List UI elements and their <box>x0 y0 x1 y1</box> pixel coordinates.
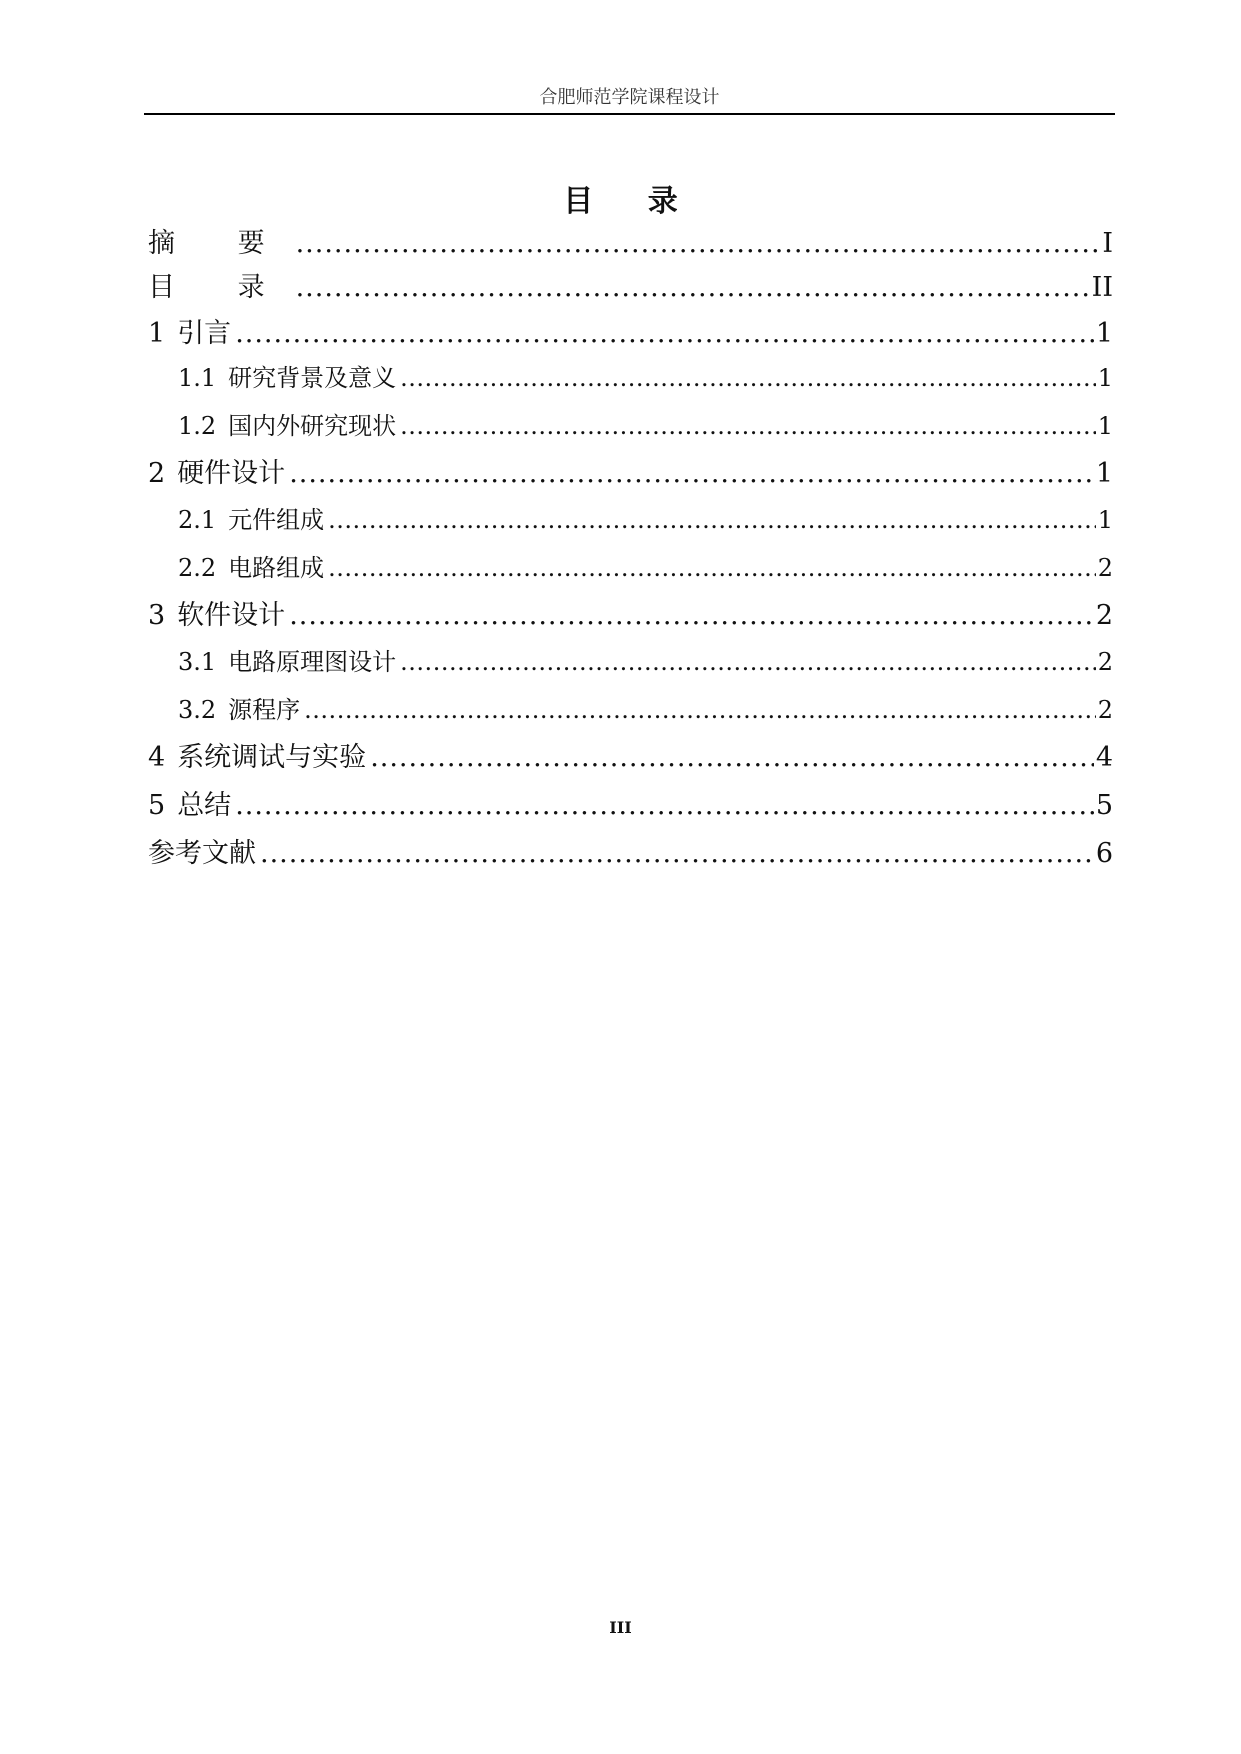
toc-entry-section-1-2[interactable] <box>178 410 1113 442</box>
toc-entry-page: 4 <box>1095 742 1113 773</box>
running-header: 合肥师范学院课程设计 <box>539 87 720 108</box>
toc-entry-label: 摘 要 <box>148 228 292 259</box>
toc-entry-number: 3.2 <box>178 696 217 724</box>
toc-entry-number: 2.1 <box>178 506 217 534</box>
toc-entry-page: 2 <box>1097 648 1113 676</box>
toc-leader-dots <box>400 362 1096 394</box>
toc-entry-section-3-1[interactable] <box>178 646 1113 678</box>
toc-entry-page: 1 <box>1097 506 1113 534</box>
toc-leader-dots <box>328 552 1096 584</box>
toc-leader-dots <box>304 694 1096 726</box>
toc-entry-page: II <box>1091 272 1113 303</box>
toc-entry-section-2-2[interactable] <box>178 552 1113 584</box>
toc-entry-label: 电路原理图设计 <box>228 648 397 676</box>
toc-entry-section-1-1[interactable] <box>178 362 1113 394</box>
toc-entry-section-2-1[interactable] <box>178 504 1113 536</box>
header-rule <box>144 113 1115 115</box>
toc-entry-number: 3 <box>148 600 166 631</box>
toc-entry-number: 3.1 <box>178 648 217 676</box>
toc-entry-label: 硬件设计 <box>177 458 286 489</box>
toc-entry-label: 国内外研究现状 <box>228 412 397 440</box>
toc-leader-dots <box>296 270 1090 306</box>
toc-entry-section-3-2[interactable] <box>178 694 1113 726</box>
toc-entry-page: 1 <box>1097 412 1113 440</box>
toc-entry-number: 4 <box>148 742 166 773</box>
toc-entry-chapter-4[interactable] <box>148 740 1113 776</box>
toc-leader-dots <box>235 316 1094 352</box>
toc-entry-label: 软件设计 <box>177 600 286 631</box>
toc-entry-page: 5 <box>1095 790 1113 821</box>
toc-entry-page: 2 <box>1095 600 1113 631</box>
toc-leader-dots <box>370 740 1094 776</box>
toc-entry-number: 1.2 <box>178 412 217 440</box>
toc-entry-label: 源程序 <box>228 696 301 724</box>
toc-leader-dots <box>400 410 1096 442</box>
toc-entry-contents[interactable] <box>148 270 1113 306</box>
page-number: III <box>609 1618 632 1637</box>
toc-leader-dots <box>328 504 1096 536</box>
toc-leader-dots <box>400 646 1096 678</box>
toc-entry-label: 总结 <box>177 790 232 821</box>
toc-entry-chapter-2[interactable] <box>148 456 1113 492</box>
toc-leader-dots <box>289 456 1094 492</box>
toc-entry-label: 参考文献 <box>148 838 256 869</box>
toc-title: 目 录 <box>563 184 700 219</box>
toc-entry-label: 研究背景及意义 <box>228 364 397 392</box>
toc-entry-page: 6 <box>1095 838 1113 869</box>
toc-entry-page: 2 <box>1097 554 1113 582</box>
toc-entry-label: 元件组成 <box>228 506 325 534</box>
toc-leader-dots <box>260 836 1094 872</box>
toc-entry-abstract[interactable] <box>148 226 1113 262</box>
toc-entry-page: 2 <box>1097 696 1113 724</box>
toc-entry-label: 系统调试与实验 <box>177 742 367 773</box>
toc-entry-number: 5 <box>148 790 166 821</box>
toc-entry-chapter-3[interactable] <box>148 598 1113 634</box>
toc-entry-label: 电路组成 <box>228 554 325 582</box>
toc-entry-number: 1.1 <box>178 364 217 392</box>
toc-leader-dots <box>235 788 1094 824</box>
toc-entry-number: 2.2 <box>178 554 217 582</box>
toc-entry-number: 1 <box>148 318 166 349</box>
toc-entry-references[interactable] <box>148 836 1113 872</box>
toc-entry-page: 1 <box>1097 364 1113 392</box>
toc-leader-dots <box>289 598 1094 634</box>
toc-leader-dots <box>296 226 1101 262</box>
toc-entry-page: I <box>1102 228 1113 259</box>
toc-entry-page: 1 <box>1095 318 1113 349</box>
toc-entry-chapter-1[interactable] <box>148 316 1113 352</box>
toc-entry-label: 引言 <box>177 318 232 349</box>
toc-entry-page: 1 <box>1095 458 1113 489</box>
toc-entry-chapter-5[interactable] <box>148 788 1113 824</box>
toc-entry-number: 2 <box>148 458 166 489</box>
toc-entry-label: 目 录 <box>148 272 292 303</box>
